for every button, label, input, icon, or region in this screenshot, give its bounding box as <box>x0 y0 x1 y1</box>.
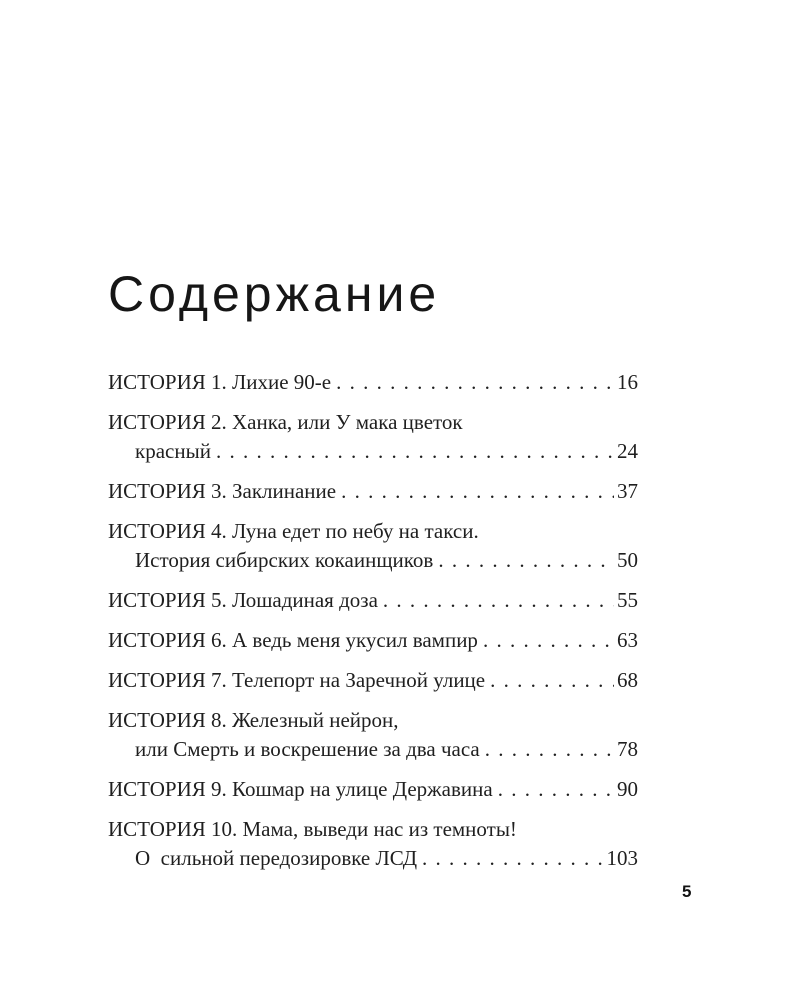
toc-page-number: 50 <box>617 548 638 572</box>
leader-dots <box>341 477 614 506</box>
toc-entry-text: или Смерть и воскрешение за два часа <box>135 737 480 761</box>
leader-dots <box>490 666 614 695</box>
toc-page-number: 16 <box>617 370 638 394</box>
toc-entry-text: ИСТОРИЯ 7. Телепорт на Заречной улице <box>108 668 486 692</box>
toc-entry-line <box>108 437 638 466</box>
toc-page-number: 90 <box>617 777 638 801</box>
toc-page-number: 37 <box>617 479 638 503</box>
leader-dots <box>336 368 614 397</box>
leader-dots <box>438 546 614 575</box>
toc-page-number: 68 <box>617 668 638 692</box>
toc-entry-line <box>108 735 638 764</box>
toc-entry-line <box>108 775 638 804</box>
toc-entry <box>108 586 638 615</box>
toc-entry-text: красный <box>135 439 211 463</box>
toc-entry <box>108 368 638 397</box>
toc-entry-line <box>108 844 638 873</box>
toc-entry-text: ИСТОРИЯ 5. Лошадиная доза <box>108 588 378 612</box>
toc-page-number: 24 <box>617 439 638 463</box>
toc-entry-line <box>108 666 638 695</box>
toc-entry <box>108 408 638 466</box>
toc-entry-text: ИСТОРИЯ 3. Заклинание <box>108 479 337 503</box>
toc-entry <box>108 775 638 804</box>
leader-dots <box>498 775 614 804</box>
toc-entry-line <box>108 517 638 546</box>
toc-entry-line <box>108 815 638 844</box>
toc-entry-text: История сибирских кокаинщиков <box>135 548 434 572</box>
toc-entry-line <box>108 586 638 615</box>
page-title: Содержание <box>108 266 441 322</box>
toc-entry <box>108 706 638 764</box>
toc-page-number: 78 <box>617 737 638 761</box>
leader-dots <box>485 735 614 764</box>
toc-entry-text: ИСТОРИЯ 9. Кошмар на улице Державина <box>108 777 493 801</box>
toc-entry <box>108 477 638 506</box>
toc-entry-line <box>108 368 638 397</box>
toc-entry <box>108 815 638 873</box>
folio-page-number: 5 <box>682 882 693 901</box>
leader-dots <box>483 626 614 655</box>
toc-entry-line <box>108 546 638 575</box>
leader-dots <box>422 844 603 873</box>
leader-dots <box>216 437 614 466</box>
toc-entry-text: ИСТОРИЯ 8. Железный нейрон, <box>108 708 399 732</box>
toc-entry-text: ИСТОРИЯ 4. Луна едет по небу на такси. <box>108 519 479 543</box>
toc-entry <box>108 666 638 695</box>
toc-entry-line <box>108 408 638 437</box>
toc-entry-text: ИСТОРИЯ 6. А ведь меня укусил вампир <box>108 628 478 652</box>
toc-entry-text: О сильной передозировке ЛСД <box>135 846 418 870</box>
toc-page-number: 55 <box>617 588 638 612</box>
toc-entry-line <box>108 706 638 735</box>
toc-entry <box>108 517 638 575</box>
toc-page-number: 63 <box>617 628 638 652</box>
toc-entry-text: ИСТОРИЯ 10. Мама, выведи нас из темноты! <box>108 817 517 841</box>
toc-entry-text: ИСТОРИЯ 1. Лихие 90-е <box>108 370 332 394</box>
toc-content <box>108 266 638 884</box>
toc-entry <box>108 626 638 655</box>
toc-entry-text: ИСТОРИЯ 2. Ханка, или У мака цветок <box>108 410 463 434</box>
toc-page-number: 103 <box>606 846 638 870</box>
leader-dots <box>383 586 614 615</box>
toc-list <box>108 368 638 873</box>
toc-entry-line <box>108 477 638 506</box>
toc-entry-line <box>108 626 638 655</box>
